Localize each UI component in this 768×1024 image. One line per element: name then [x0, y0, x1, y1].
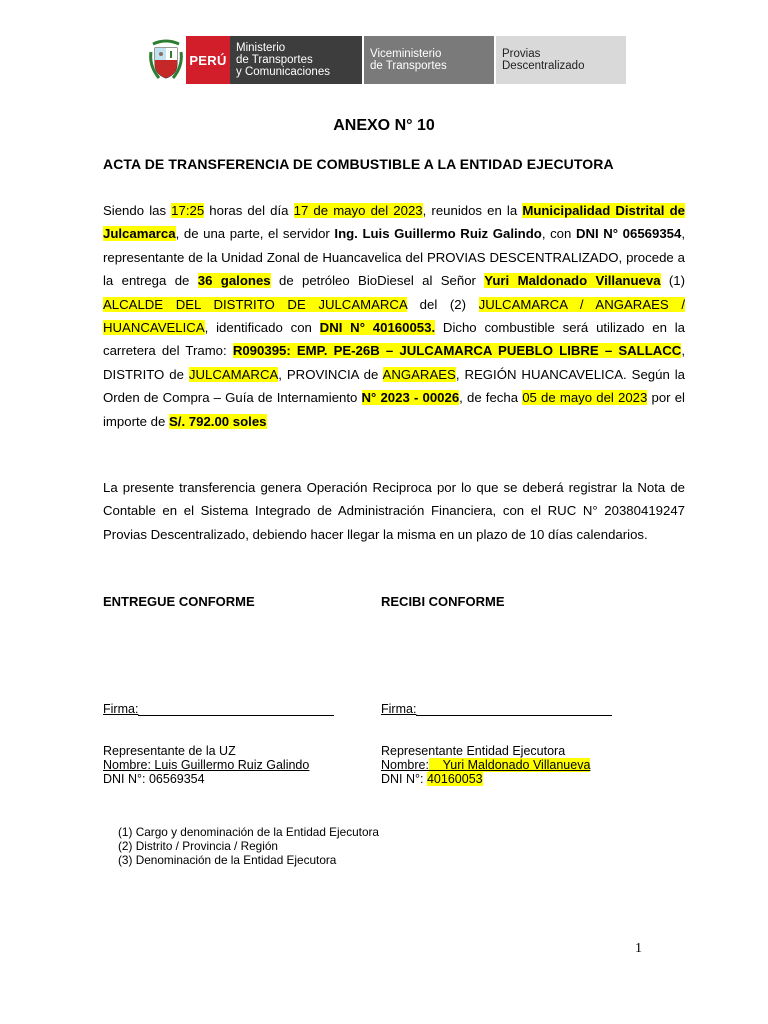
- price-value: S/. 792.00 soles: [168, 413, 267, 429]
- peru-label: PERÚ: [186, 36, 230, 84]
- left-firma-label: Firma:: [103, 702, 139, 716]
- registration-paragraph: La presente transferencia genera Operación Reciproca por lo que se deberá registrar la Nota de Contable en el Sistema Integrado de Administración Financiera, con el RUC N° 20380419247 Provias Descentralizado, debiendo hacer llegar la misma en un plazo de 10 días calendarios.: [103, 480, 685, 542]
- footnotes: [118, 825, 379, 867]
- route-name: R090395: EMP. PE-26B – JULCAMARCA PUEBLO LIBRE – SALLACC: [232, 343, 682, 359]
- vice-line-1: Viceministerio: [370, 48, 442, 60]
- viceministry-label: [364, 36, 494, 84]
- provias-line-2: Descentralizado: [502, 60, 585, 72]
- left-name: Luis Guillermo Ruiz Galindo: [150, 758, 310, 772]
- fuel-amount: 36 galones: [197, 273, 271, 289]
- left-role: Representante de la UZ: [103, 744, 236, 758]
- right-firma-line: [381, 702, 612, 716]
- left-dni-label: DNI N°:: [103, 772, 146, 786]
- text: , con: [541, 226, 576, 242]
- district-name: JULCAMARCA: [188, 366, 279, 382]
- text: Dicho combustible será utilizado en la carretera del Tramo:: [103, 320, 685, 359]
- province-name: ANGARAES: [382, 366, 456, 382]
- receiver-position: ALCALDE DEL DISTRITO DE JULCAMARCA: [103, 296, 408, 312]
- text: horas del día: [204, 203, 294, 218]
- text: , REGIÓN HUANCAVELICA. Según la Orden de Compra – Guía de Internamiento: [103, 366, 685, 406]
- footnote-1: (1) Cargo y denominación de la Entidad Ejecutora: [118, 825, 379, 839]
- right-name-line: [381, 758, 627, 772]
- provias-line-1: Provias: [502, 48, 541, 60]
- text: , identificado con: [204, 320, 320, 336]
- footnote-2: (2) Distrito / Provincia / Región: [118, 839, 278, 853]
- right-dni-line: [381, 772, 627, 786]
- peru-coat-of-arms-icon: [148, 36, 184, 84]
- right-sig-heading: RECIBI CONFORME: [381, 594, 505, 609]
- document-title: ANEXO N° 10: [333, 117, 435, 134]
- text: , reunidos en la: [422, 203, 523, 218]
- provias-label: [496, 36, 626, 84]
- receiver-name: Yuri Maldonado Villanueva: [484, 273, 661, 289]
- vice-line-2: de Transportes: [370, 60, 447, 72]
- order-date: 05 de mayo del 2023: [522, 390, 648, 406]
- receiver-location: JULCAMARCA / ANGARAES / HUANCAVELICA: [103, 296, 685, 336]
- ministry-line-3: y Comunicaciones: [236, 66, 330, 78]
- right-name: Yuri Maldonado Villanueva: [428, 758, 591, 772]
- text: , DISTRITO de: [103, 343, 685, 382]
- text: (1): [660, 273, 686, 289]
- right-firma-label: Firma:: [381, 702, 417, 716]
- servant-dni: DNI N° 06569354: [575, 226, 682, 242]
- date-value: 17 de mayo del 2023: [293, 203, 423, 218]
- page-number: 1: [635, 941, 642, 956]
- right-role: Representante Entidad Ejecutora: [381, 744, 566, 758]
- footnote-3: (3) Denominación de la Entidad Ejecutora: [118, 853, 337, 867]
- text: , de una parte, el servidor: [175, 226, 335, 242]
- right-sig-details: [381, 744, 627, 786]
- ministry-line-1: Ministerio: [236, 42, 286, 54]
- order-number: N° 2023 - 00026: [361, 390, 460, 406]
- left-name-line: [103, 758, 341, 772]
- receiver-dni: DNI N° 40160053.: [319, 320, 436, 336]
- right-dni-label: DNI N°:: [381, 772, 424, 786]
- servant-name: Ing. Luis Guillermo Ruiz Galindo: [334, 226, 542, 242]
- left-name-label: Nombre:: [103, 758, 151, 772]
- text: de petróleo BioDiesel al Señor: [270, 273, 485, 289]
- text: del (2): [407, 296, 479, 312]
- time-value: 17:25: [171, 203, 205, 218]
- ministry-line-2: de Transportes: [236, 54, 313, 66]
- left-firma-line: [103, 702, 334, 716]
- left-sig-details: [103, 744, 341, 786]
- text: , de fecha: [459, 390, 523, 406]
- right-name-label: Nombre:: [381, 758, 429, 772]
- text: por el importe de: [103, 390, 685, 429]
- left-firma-underline: [138, 703, 334, 716]
- right-firma-underline: [416, 703, 612, 716]
- text: , representante de la Unidad Zonal de Huancavelica del PROVIAS DESCENTRALIZADO, procede a la entrega de: [103, 226, 685, 289]
- text: Siendo las: [103, 203, 172, 218]
- page-header: [148, 36, 626, 84]
- text: , PROVINCIA de: [278, 366, 383, 382]
- ministry-label: [230, 36, 362, 84]
- left-dni: 06569354: [145, 772, 205, 786]
- right-dni: 40160053: [426, 772, 483, 786]
- left-sig-heading: ENTREGUE CONFORME: [103, 594, 255, 609]
- document-subtitle: ACTA DE TRANSFERENCIA DE COMBUSTIBLE A LA ENTIDAD EJECUTORA: [103, 156, 614, 172]
- municipality-name: Municipalidad Distrital de Julcamarca: [103, 203, 685, 242]
- transfer-paragraph: [103, 199, 685, 433]
- left-dni-line: [103, 772, 341, 786]
